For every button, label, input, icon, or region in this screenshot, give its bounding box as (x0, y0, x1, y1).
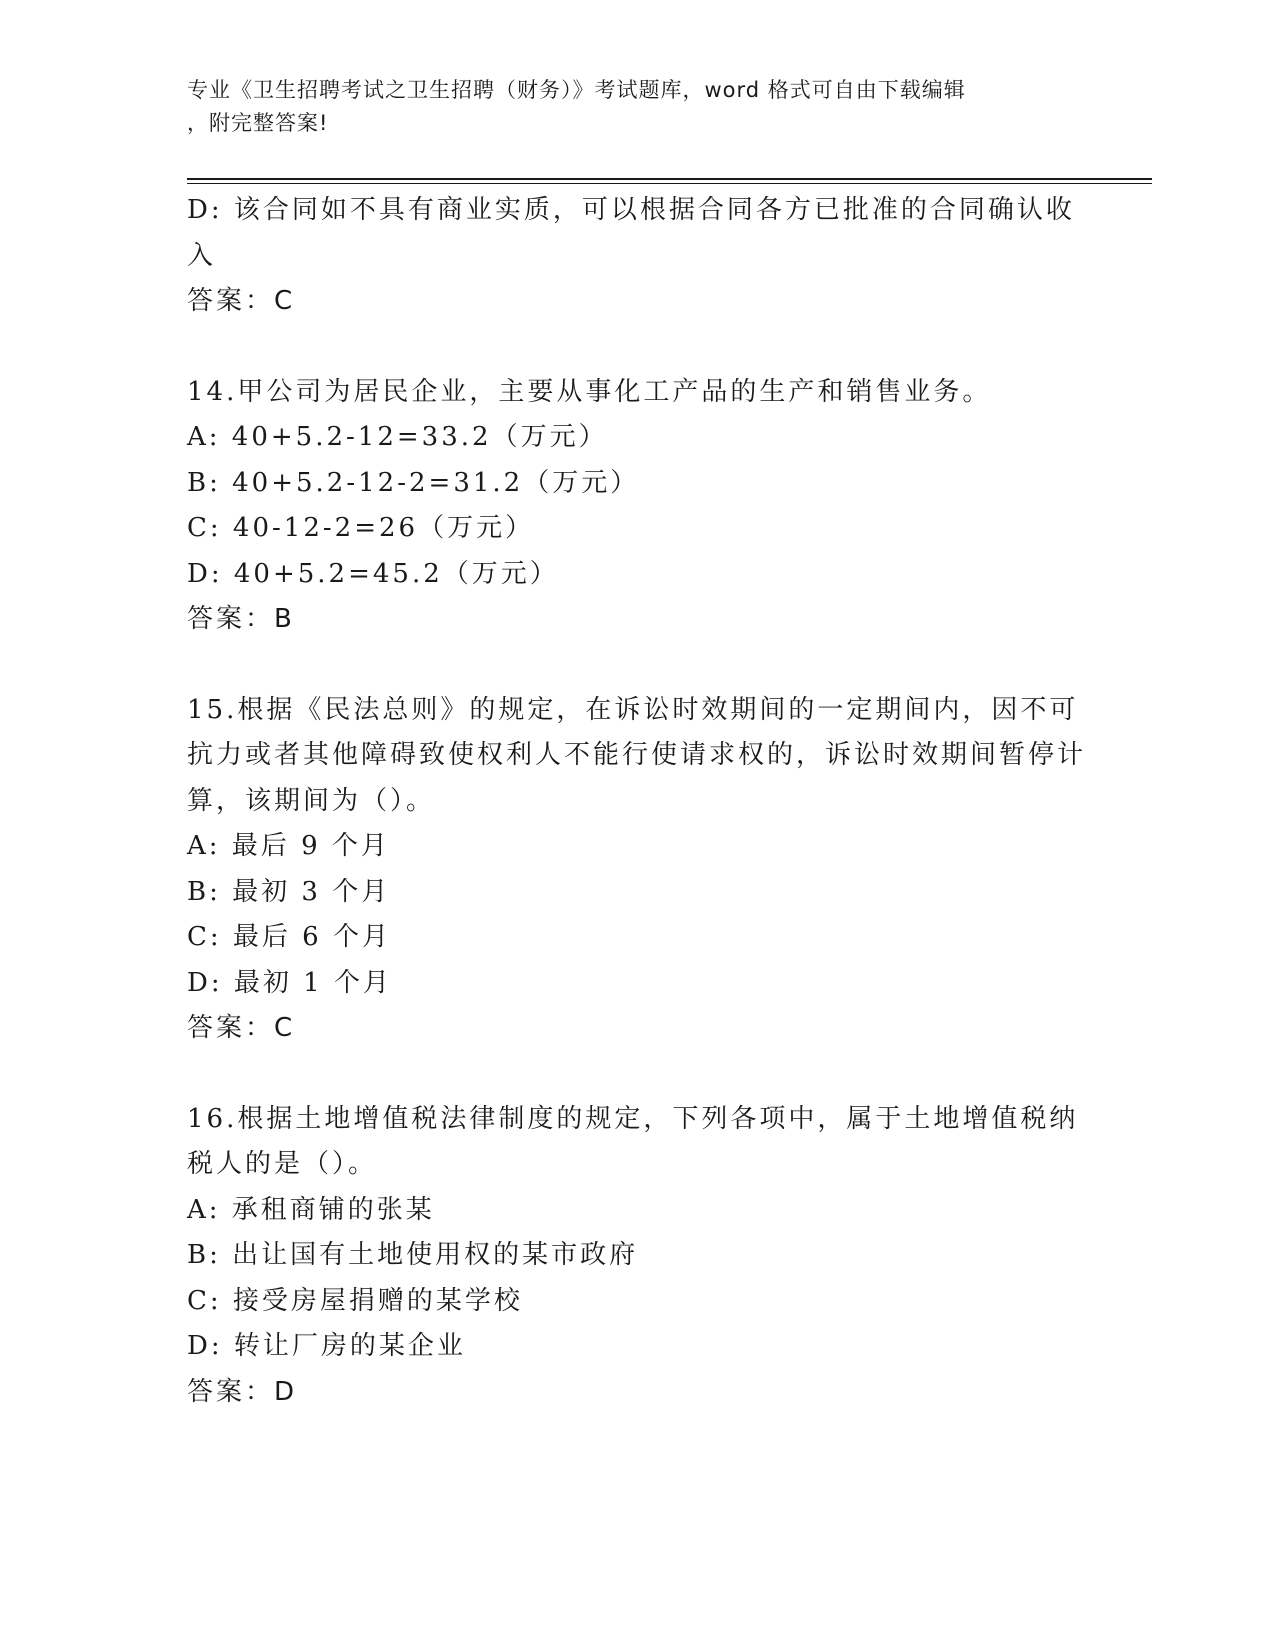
spacer (187, 643, 1087, 688)
option-d: D: 转让厂房的某企业 (187, 1331, 466, 1361)
question-block-15 (187, 688, 1087, 1052)
option-a: A: 最后 9 个月 (187, 831, 390, 861)
answer-line: 答案：D (187, 1376, 298, 1407)
document-header (187, 74, 1067, 140)
option-b: B: 最初 3 个月 (187, 876, 391, 907)
question-block-16 (187, 1097, 1087, 1416)
option-a: A: 40+5.2-12=33.2（万元） (187, 422, 608, 452)
question-block-14 (187, 370, 1087, 643)
option-d: D: 40+5.2=45.2（万元） (187, 558, 559, 589)
option-c: C: 40-12-2=26（万元） (187, 513, 535, 543)
answer-line: 答案：C (187, 286, 296, 316)
answer-line: 答案：B (187, 604, 295, 634)
header-divider-thick (187, 178, 1152, 180)
question-text: 16.根据土地增值税法律制度的规定，下列各项中，属于土地增值税纳税人的是（）。 (187, 1103, 1079, 1179)
option-a: A: 承租商铺的张某 (187, 1194, 435, 1225)
option-d: D: 该合同如不具有商业实质，可以根据合同各方已批准的合同确认收入 (187, 195, 1075, 271)
option-d: D: 最初 1 个月 (187, 967, 392, 998)
option-c: C: 最后 6 个月 (187, 922, 391, 952)
question-list (187, 188, 1087, 1415)
header-divider-thin (187, 183, 1152, 184)
question-text: 14.甲公司为居民企业，主要从事化工产品的生产和销售业务。 (187, 376, 992, 407)
spacer (187, 1052, 1087, 1097)
question-block-13 (187, 188, 1087, 325)
option-b: B: 40+5.2-12-2=31.2（万元） (187, 467, 640, 498)
answer-line: 答案：C (187, 1013, 296, 1043)
option-b: B: 出让国有土地使用权的某市政府 (187, 1240, 639, 1270)
header-title-line: 专业《卫生招聘考试之卫生招聘（财务）》考试题库，word 格式可自由下载编辑 (187, 78, 966, 102)
spacer (187, 325, 1087, 370)
header-subtitle-line: ，附完整答案! (187, 111, 329, 135)
option-c: C: 接受房屋捐赠的某学校 (187, 1285, 523, 1316)
question-text: 15.根据《民法总则》的规定，在诉讼时效期间的一定期间内，因不可抗力或者其他障碍致使权利人不能行使请求权的，诉讼时效期间暂停计算，该期间为（）。 (187, 694, 1087, 816)
